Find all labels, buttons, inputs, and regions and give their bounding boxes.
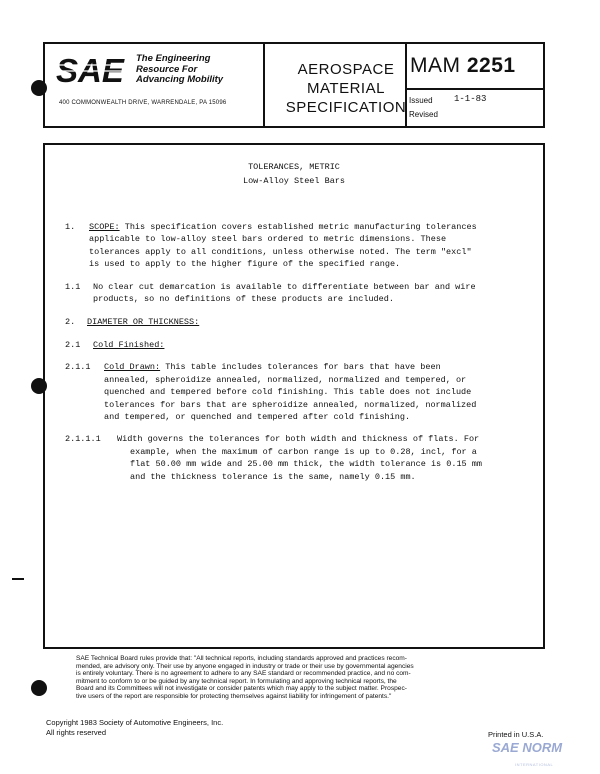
section-heading: SCOPE:	[89, 222, 120, 232]
legal-notice: SAE Technical Board rules provide that: "All technical reports, including standards approved and practices recom- mended, are advisory only. Their use by anyone engaged in industry or trade or their use by governmental agencies is entirely voluntary. There is no agreement to adhere to any SAE standard or recommended practice, and no com- mitment to conform to or be guided by any technical report. In formulating and approving technical reports, the Board and its Committees will not investigate or consider patents which may apply to the subject matter. Prospec- tive users of the report are responsible for protecting themselves against liability for infringement of patents."	[76, 655, 414, 700]
address: 400 COMMONWEALTH DRIVE, WARRENDALE, PA 15096	[59, 100, 227, 106]
section-heading: Cold Finished:	[93, 340, 165, 350]
printed-in: Printed in U.S.A.	[488, 730, 544, 739]
watermark-logo: SAE NORM	[492, 740, 563, 755]
issued-label: Issued	[409, 96, 433, 105]
section-number: 1.	[65, 222, 76, 232]
section-heading: Cold Drawn:	[104, 362, 161, 372]
section-number: 2.1	[65, 340, 81, 350]
section-number: 2.1.1	[65, 362, 91, 372]
section-2-1-1-body: annealed, spheroidize annealed, normalized, normalized and tempered, or quenched and tempered before cold finishing. This table does not include tolerances for bars that are spheroidize annealed, normalized, normalized and tempered, or quenched and tempered after cold finishing.	[104, 375, 477, 423]
binder-hole	[31, 680, 47, 696]
section-number: 2.	[65, 317, 76, 327]
binder-hole	[31, 80, 47, 96]
sae-logo	[56, 53, 132, 87]
issued-date: 1-1-83	[454, 94, 487, 104]
svg-text:SAE: SAE	[56, 53, 124, 87]
section-2-1-1-first-line: Cold Drawn: This table includes tolerances for bars that have been	[104, 362, 441, 372]
section-1-1-body: No clear cut demarcation is available to differentiate between bar and wire products, so no definitions of these products are included.	[93, 282, 476, 305]
section-2-1-1-1-body: example, when the maximum of carbon range is up to 0.28, incl, for a flat 50.00 mm wide and 25.00 mm thick, the width tolerance is 0.15 mm and the thickness tolerance is the same, namely 0.15 mm.	[130, 447, 482, 482]
section-1-body: SCOPE: This specification covers established metric manufacturing tolerances applicable to low-alloy steel bars ordered to metric dimensions. These tolerances apply to all conditions, unless otherwise noted. The term "excl" is used to apply to the higher figure of the specified range.	[89, 222, 477, 270]
spec-type: AEROSPACE MATERIAL SPECIFICATION	[285, 61, 407, 116]
margin-mark	[12, 578, 24, 580]
section-number: 1.1	[65, 282, 81, 292]
document-title: TOLERANCES, METRIC	[248, 162, 340, 172]
doc-number: MAM 2251	[410, 54, 516, 77]
tagline: The Engineering Resource For Advancing Mobility	[136, 53, 224, 85]
copyright: Copyright 1983 Society of Automotive Engineers, Inc. All rights reserved	[46, 718, 224, 737]
section-number: 2.1.1.1	[65, 434, 101, 444]
watermark-subtext: INTERNATIONAL	[515, 762, 554, 767]
section-heading: DIAMETER OR THICKNESS:	[87, 317, 200, 327]
document-subtitle: Low-Alloy Steel Bars	[242, 176, 346, 186]
section-2-1-1-1-first-line: Width governs the tolerances for both width and thickness of flats. For	[117, 434, 480, 444]
revised-label: Revised	[409, 110, 438, 119]
